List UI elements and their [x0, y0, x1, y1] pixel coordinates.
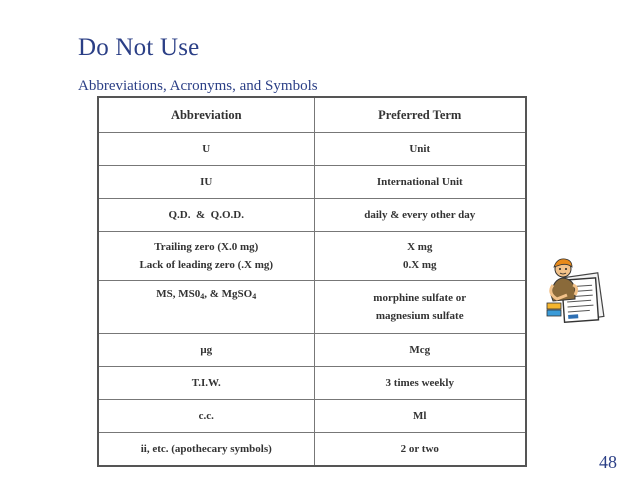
preferred-term-line: magnesium sulfate	[375, 310, 464, 322]
table-row	[98, 400, 526, 433]
slide-title: Do Not Use	[78, 34, 200, 61]
page-number: 48	[599, 452, 617, 472]
header-preferred-term: Preferred Term	[314, 97, 526, 133]
abbreviation-cell: T.I.W.	[98, 367, 314, 400]
do-not-use-table	[97, 96, 527, 467]
preferred-term-cell	[314, 232, 526, 281]
preferred-term-line: 0.X mg	[402, 259, 437, 271]
preferred-term-cell: 3 times weekly	[314, 367, 526, 400]
abbreviation-cell: c.c.	[98, 400, 314, 433]
person-with-document-icon	[545, 255, 609, 325]
slide-subtitle: Abbreviations, Acronyms, and Symbols	[78, 78, 318, 94]
abbreviation-text: MS, MS0	[156, 288, 201, 300]
table-row	[98, 166, 526, 199]
table-header-row	[98, 97, 526, 133]
abbreviation-cell: U	[98, 133, 314, 166]
clipart-graphic	[545, 255, 609, 325]
preferred-term-cell: Ml	[314, 400, 526, 433]
table-row	[98, 281, 526, 334]
preferred-term-cell	[314, 281, 526, 334]
abbreviation-text: , & MgSO	[204, 288, 253, 300]
preferred-term-cell: Mcg	[314, 334, 526, 367]
abbreviation-line: Trailing zero (X.0 mg)	[154, 241, 259, 253]
preferred-term-cell: 2 or two	[314, 433, 526, 467]
preferred-term-cell: Unit	[314, 133, 526, 166]
table-row	[98, 232, 526, 281]
table-row	[98, 199, 526, 232]
table-row	[98, 133, 526, 166]
abbreviation-cell: Q.D. & Q.O.D.	[98, 199, 314, 232]
abbreviation-cell	[98, 232, 314, 281]
preferred-term-line: X mg	[407, 241, 433, 253]
abbreviation-cell: ii, etc. (apothecary symbols)	[98, 433, 314, 467]
preferred-term-line: morphine sulfate or	[373, 292, 467, 304]
table-row	[98, 367, 526, 400]
subscript: 4	[252, 292, 257, 301]
preferred-term-cell: daily & every other day	[314, 199, 526, 232]
preferred-term-cell: International Unit	[314, 166, 526, 199]
header-abbreviation: Abbreviation	[98, 97, 314, 133]
table-row	[98, 433, 526, 467]
abbreviation-cell	[98, 281, 314, 334]
abbreviation-cell: IU	[98, 166, 314, 199]
subscript: 4	[200, 292, 205, 301]
table-row	[98, 334, 526, 367]
abbreviation-cell: μg	[98, 334, 314, 367]
abbreviation-line: Lack of leading zero (.X mg)	[139, 259, 274, 271]
